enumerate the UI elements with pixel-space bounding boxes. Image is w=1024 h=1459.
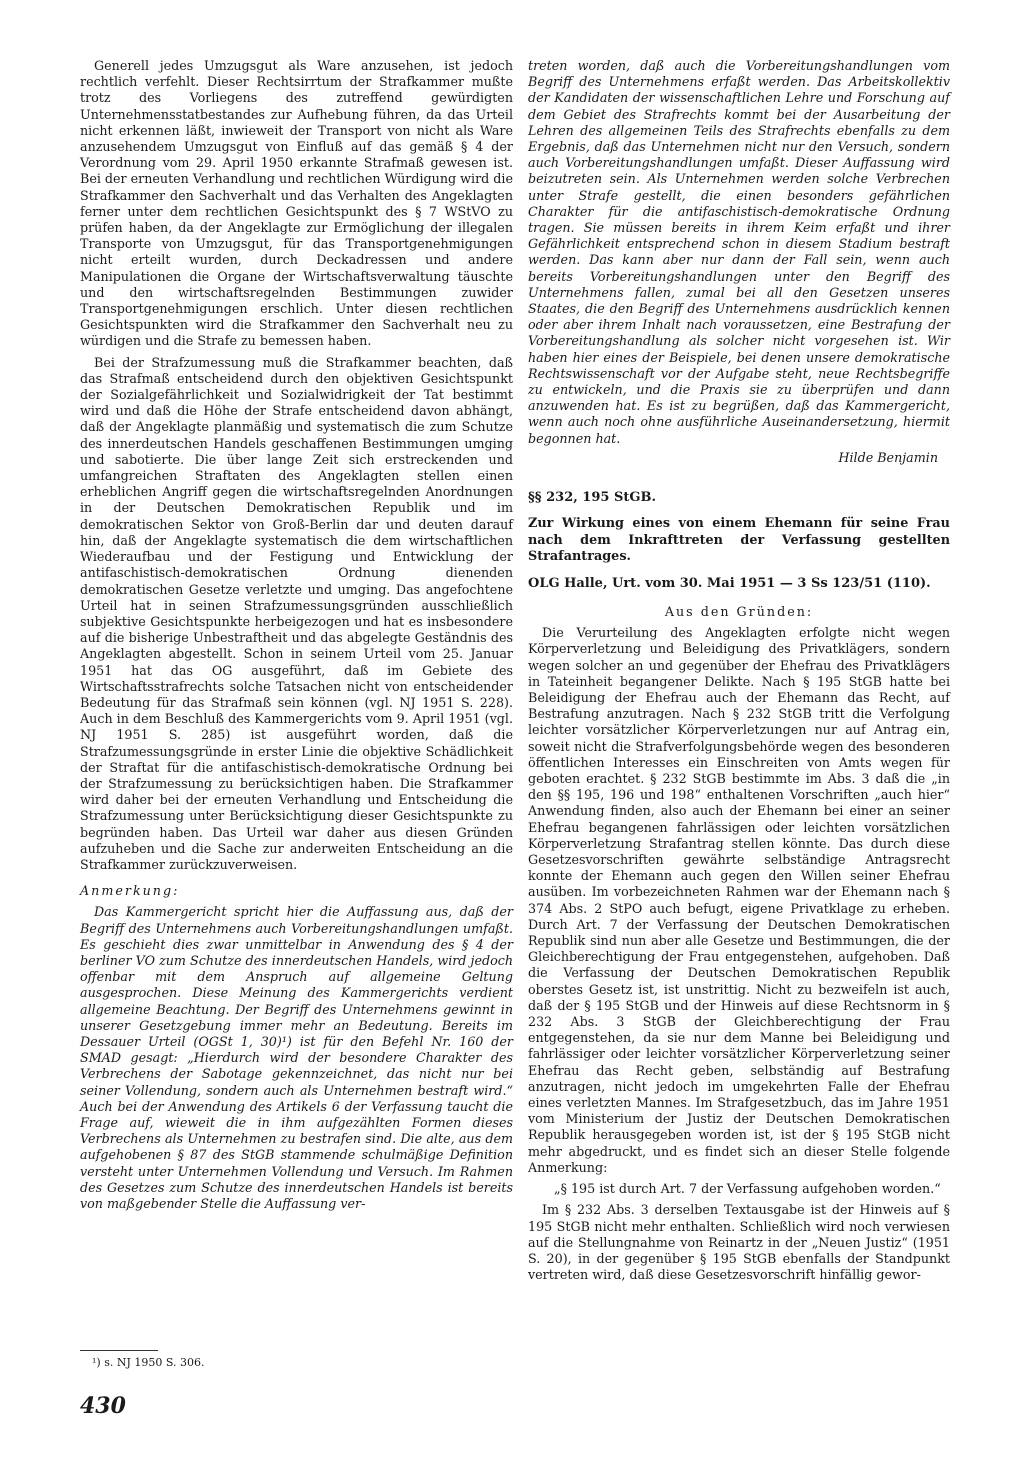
left-column <box>80 58 513 1212</box>
block-quote: „§ 195 ist durch Art. 7 der Verfassung aufgehoben worden.“ <box>554 1181 941 1197</box>
annotation-text-continued: treten worden, daß auch die Vorbereitungshandlungen vom Begriff des Unternehmens erfaßt werden. Das Arbeitskollektiv der Kandidaten der wissenschaftlichen Lehre und Forschung auf dem Gebiet des Strafrechts kommt bei der Ausarbeitung der Lehren des allgemeinen Teils des Strafrechts ebenfalls zu dem Ergebnis, daß das Unternehmen nicht nur den Versuch, sondern auch Vorbereitungshandlungen umfaßt. Dieser Auffassung wird beizutreten sein. Als Unternehmen werden solche Verbrechen unter Strafe gestellt, die einen besonders gefährlichen Charakter für die antifaschistisch-demokratische Ordnung tragen. Sie müssen bereits in ihrem Keim erfaßt und ihrer Gefährlichkeit entsprechend schon in diesem Stadium bestraft werden. Das kann aber nur dann der Fall sein, wenn auch bereits Vorbereitungshandlungen unter den Begriff des Unternehmens fallen, zumal bei all den Gesetzen unseres Staates, die den Begriff des Unternehmens ausdrücklich kennen oder aber ihrem Inhalt nach voraussetzen, eine Bestrafung der Vorbereitungshandlung als solcher nicht vorgesehen ist. Wir haben hier eines der Beispiele, bei denen unsere demokratische Rechtswissenschaft vor der Aufgabe steht, neue Rechtsbegriffe zu entwickeln, und die Praxis sie zu überprüfen und dann anzuwenden hat. Es ist zu begrüßen, daß das Kammergericht, wenn auch noch ohne ausführliche Auseinandersetzung, hiermit begonnen hat. <box>528 58 950 446</box>
paragraph: Die Verurteilung des Angeklagten erfolgte nicht wegen Körperverletzung und Beleidigung des Privatklägers, sondern wegen solcher an und gegenüber der Ehefrau des Privatklägers in Tateinheit begangener Delikte. Nach § 195 StGB hatte bei Beleidigung der Ehefrau auch der Ehemann das Recht, auf Bestrafung anzutragen. Nach § 232 StGB tritt die Verfolgung leichter vorsätzlicher Körperverletzungen nur auf Antrag ein, soweit nicht die Strafverfolgungsbehörde wegen des besonderen öffentlichen Interesses ein Einschreiten von Amts wegen für geboten erachtet. § 232 StGB bestimmte im Abs. 3 daß die „in den §§ 195, 196 und 198“ enthaltenen Vorschriften „auch hier“ Anwendung finden, also auch der Ehemann bei einer an seiner Ehefrau begangenen fahrlässigen oder leichten vorsätzlichen Körperverletzung Strafantrag stellen könnte. Das durch diese Gesetzesvorschriften gewährte selbständige Antragsrecht konnte der Ehemann auch gegen den Willen seiner Ehefrau ausüben. Im vorbezeichneten Rahmen war der Ehemann nach § 374 Abs. 2 StPO auch befugt, eigene Privatklage zu erheben. Durch Art. 7 der Verfassung der Deutschen Demokratischen Republik sind nun aber alle Gesetze und Bestimmungen, die der Gleichberechtigung der Frau entgegenstehen, aufgehoben. Daß die Verfassung der Deutschen Demokratischen Republik oberstes Gesetz ist, ist unstrittig. Nicht zu bezweifeln ist auch, daß der § 195 StGB und der Hinweis auf diese Rechtsnorm in § 232 Abs. 3 StGB der Gleichberechtigung der Frau entgegenstehen, da sie nur dem Manne bei Beleidigung und fahrlässiger oder leichter vorsätzlicher Körperverletzung seiner Ehefrau das Recht geben, selbständig auf Bestrafung anzutragen, nicht jedoch im umgekehrten Falle der Ehefrau eines verletzten Mannes. Im Strafgesetzbuch, das im Jahre 1951 vom Ministerium der Justiz der Deutschen Demokratischen Republik herausgegeben worden ist, ist der § 195 StGB nicht mehr abgedruckt, und es findet sich an dieser Stelle folgende Anmerkung: <box>528 625 950 1175</box>
statute-heading: §§ 232, 195 StGB. <box>528 490 656 506</box>
page-number: 430 <box>80 1393 126 1419</box>
footnote: ¹) s. NJ 1950 S. 306. <box>92 1356 205 1369</box>
annotation-heading: Anmerkung: <box>80 883 180 899</box>
footnote-rule <box>80 1350 158 1351</box>
right-column <box>528 58 950 1283</box>
headnote: Zur Wirkung eines von einem Ehemann für seine Frau nach dem Inkrafttreten der Verfassung gestellten Strafantrages. <box>528 516 950 565</box>
author-signature: Hilde Benjamin <box>838 449 938 465</box>
paragraph: Bei der Strafzumessung muß die Strafkammer beachten, daß das Strafmaß entscheidend durch den objektiven Gesichtspunkt der Sozialgefährlichkeit und Sozialwidrigkeit der Tat bestimmt wird und daß die Höhe der Strafe entscheidend davon abhängt, daß der Angeklagte planmäßig und systematisch die zum Schutze des innerdeutschen Handels geschaffenen Bestimmungen umging und sabotierte. Die über lange Zeit sich erstreckenden und umfangreichen Straftaten des Angeklagten stellen einen erheblichen Angriff gegen die wirtschaftsregelnden Anordnungen in der Deutschen Demokratischen Republik und im demokratischen Sektor von Groß-Berlin dar und deuten darauf hin, daß der Angeklagte systematisch die dem wirtschaftlichen Wiederaufbau und der Festigung und Entwicklung der antifaschistisch-demokratischen Ordnung dienenden demokratischen Gesetze verletzte und umging. Das angefochtene Urteil hat in seinen Strafzumessungsgründen ausschließlich subjektive Gesichtspunkte herbeigezogen und hat es insbesondere auf die bisherige Unbestraftheit und das abgelegte Geständnis des Angeklagten abgestellt. Schon in seinem Urteil vom 25. Januar 1951 hat das OG ausgeführt, daß im Gebiete des Wirtschaftsstrafrechts solche Tatsachen nicht von entscheidender Bedeutung für das Strafmaß sein können (vgl. NJ 1951 S. 228). Auch in dem Beschluß des Kammergerichts vom 9. April 1951 (vgl. NJ 1951 S. 285) ist ausgeführt worden, daß die Strafzumessungsgründe in erster Linie die objektive Schädlichkeit der Straftat für die antifaschistisch-demokratische Ordnung bei der Strafzumessung zu berücksichtigen haben. Die Strafkammer wird daher bei der erneuten Verhandlung und Entscheidung die Strafzumessung unter Berücksichtigung dieser Gesichtspunkte zu begründen haben. Das Urteil war daher aus diesen Gründen aufzuheben und die Sache zur anderweiten Entscheidung an die Strafkammer zurückzuverweisen. <box>80 354 513 872</box>
paragraph: Im § 232 Abs. 3 derselben Textausgabe ist der Hinweis auf § 195 StGB nicht mehr enthalten. Schließlich wird noch verwiesen auf die Stellungnahme von Reinartz in der „Neuen Justiz“ (1951 S. 20), in der gegenüber § 195 StGB ebenfalls der Standpunkt vertreten wird, daß diese Gesetzesvorschrift hinfällig gewor- <box>528 1202 950 1283</box>
court-citation: OLG Halle, Urt. vom 30. Mai 1951 — 3 Ss 123/51 (110). <box>528 575 931 591</box>
annotation-text: Das Kammergericht spricht hier die Auffassung aus, daß der Begriff des Unternehmens auch Vorbereitungshandlungen umfaßt. Es geschieht dies zwar unmittelbar in Anwendung des § 4 der berliner VO zum Schutze des innerdeutschen Handels, wird jedoch offenbar mit dem Anspruch auf allgemeine Geltung ausgesprochen. Diese Meinung des Kammergerichts verdient allgemeine Beachtung. Der Begriff des Unternehmens gewinnt in unserer Gesetzgebung immer mehr an Bedeutung. Bereits im Dessauer Urteil (OGSt 1, 30)¹) ist für den Befehl Nr. 160 der SMAD gesagt: „Hierdurch wird der besondere Charakter des Verbrechens der Sabotage gekennzeichnet, das nicht nur bei seiner Vollendung, sondern auch als Unternehmen bestraft wird.“ Auch bei der Anwendung des Artikels 6 der Verfassung taucht die Frage auf, wieweit die in ihm aufgezählten Formen dieses Verbrechens als Unternehmen zu bestrafen sind. Die alte, aus dem aufgehobenen § 87 des StGB stammende schulmäßige Definition versteht unter Unternehmen Vollendung und Versuch. Im Rahmen des Gesetzes zum Schutze des innerdeutschen Handels ist bereits von maßgebender Stelle die Auffassung ver- <box>80 904 513 1212</box>
grounds-heading: Aus den Gründen: <box>664 603 814 619</box>
paragraph: Generell jedes Umzugsgut als Ware anzusehen, ist jedoch rechtlich verfehlt. Dieser Rechtsirrtum der Strafkammer mußte trotz des Vorliegens des zutreffend gewürdigten Unternehmensstatbestandes zur Aufhebung führen, da das Urteil nicht erkennen läßt, inwieweit der Transport von nicht als Ware anzusehendem Umzugsgut von Einfluß auf das gemäß § 4 der Verordnung vom 29. April 1950 erkannte Strafmaß gewesen ist. Bei der erneuten Verhandlung und rechtlichen Würdigung wird die Strafkammer den Sachverhalt und das Verhalten des Angeklagten ferner unter dem rechtlichen Gesichtspunkt des § 7 WStVO zu prüfen haben, da der Angeklagte zur Ermöglichung der illegalen Transporte von Umzugsgut, für das Transportgenehmigungen nicht erteilt wurden, durch Deckadressen und andere Manipulationen die Organe der Wirtschaftsverwaltung täuschte und den wirtschaftsregelnden Bestimmungen zuwider Transportgenehmigungen erschlich. Unter diesen rechtlichen Gesichtspunkten wird die Strafkammer den Sachverhalt neu zu würdigen und die Strafe zu bemessen haben. <box>80 58 513 349</box>
